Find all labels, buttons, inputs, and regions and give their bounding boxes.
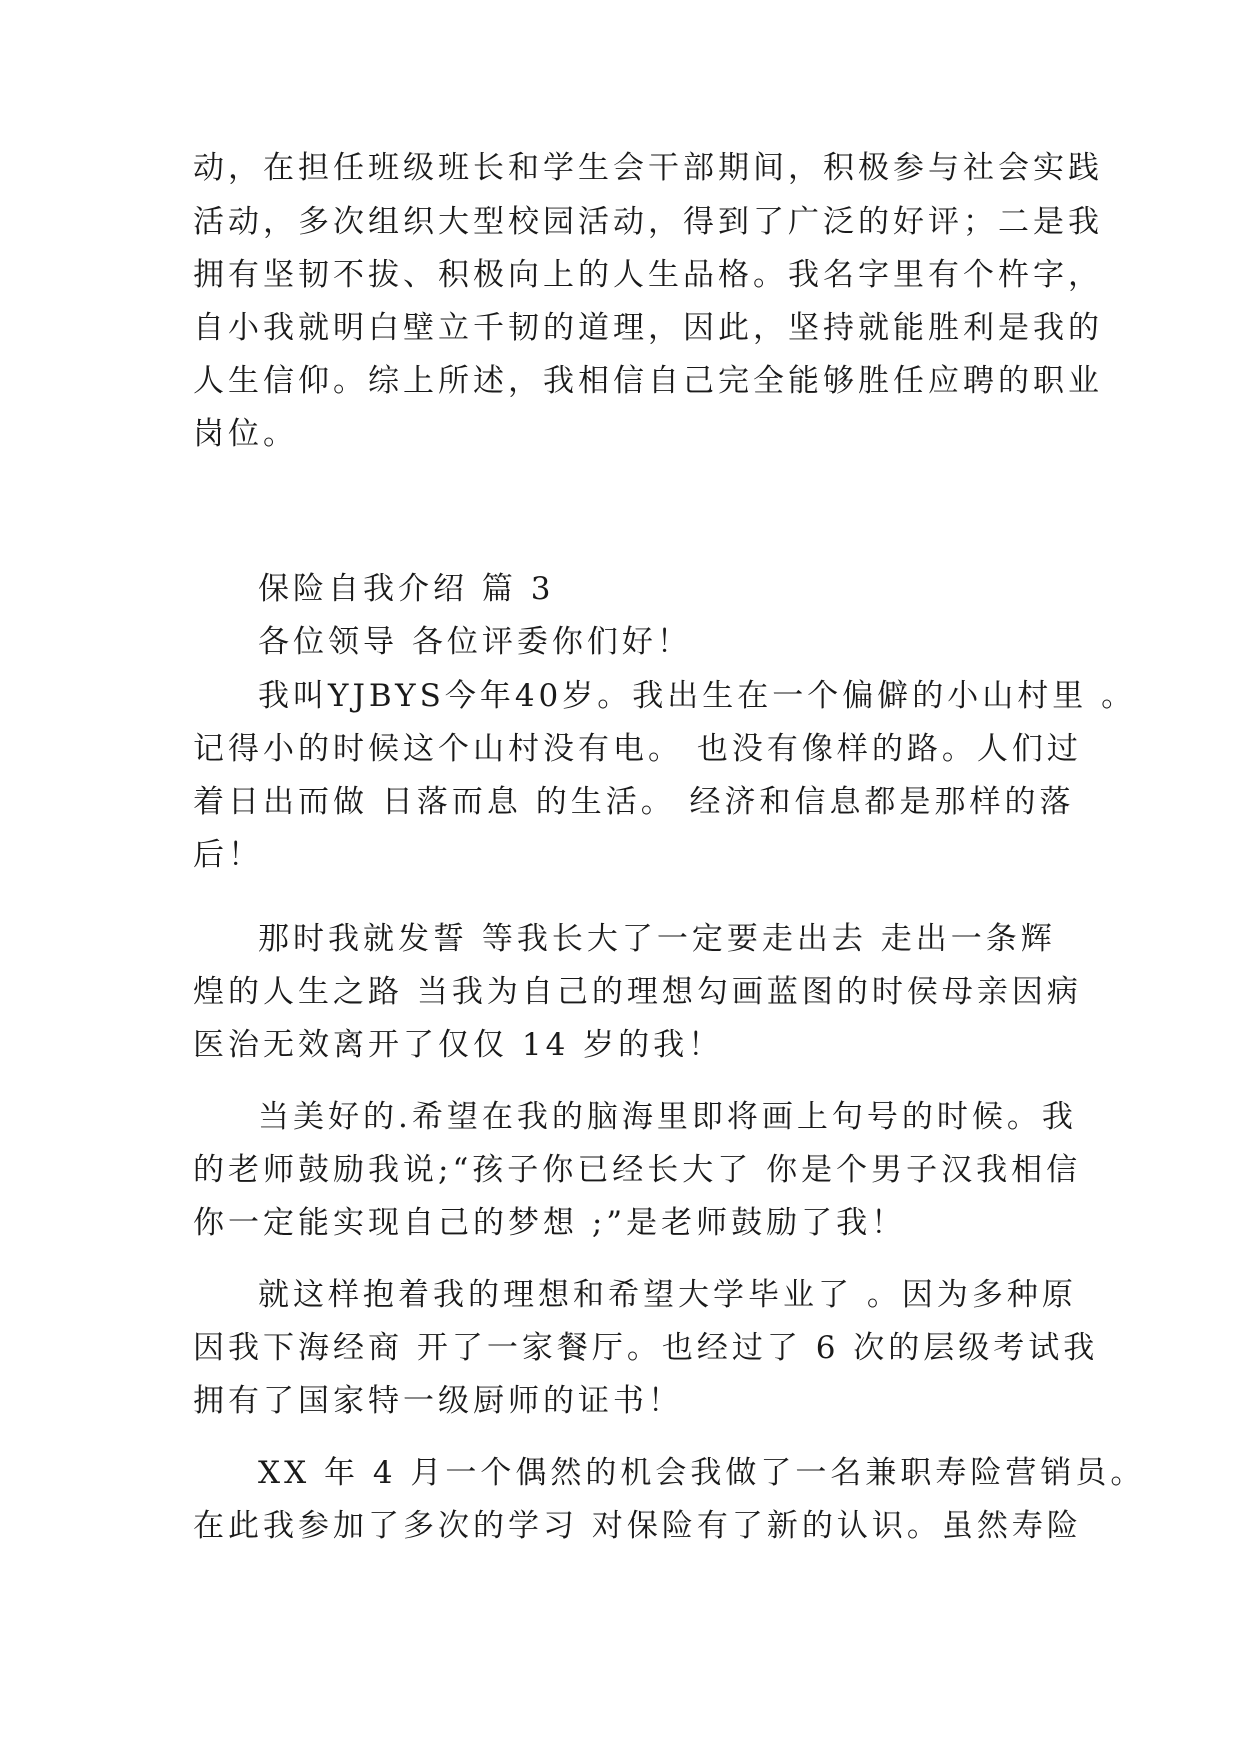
paragraph-line: 记得小的时候这个山村没有电。 也没有像样的路。人们过 <box>193 731 1082 767</box>
paragraph-line: 因我下海经商 开了一家餐厅。也经过了 6 次的层级考试我 <box>193 1330 1099 1366</box>
paragraph-line: 拥有了国家特一级厨师的证书！ <box>193 1383 683 1419</box>
paragraph-line: 活动，多次组织大型校园活动，得到了广泛的好评；二是我 <box>193 204 1103 240</box>
section-heading: 保险自我介绍 篇 3 <box>258 571 555 607</box>
paragraph-line: 的老师鼓励我说;“孩子你已经长大了 你是个男子汉我相信 <box>193 1152 1082 1188</box>
paragraph-line: 着日出而做 日落而息 的生活。 经济和信息都是那样的落 <box>193 784 1075 820</box>
paragraph-line: 自小我就明白壁立千韧的道理，因此，坚持就能胜利是我的 <box>193 310 1103 346</box>
paragraph-line: 动，在担任班级班长和学生会干部期间，积极参与社会实践 <box>193 150 1103 186</box>
paragraph-line: 煌的人生之路 当我为自己的理想勾画蓝图的时侯母亲因病 <box>193 974 1082 1010</box>
paragraph-line: 我叫YJBYS今年40岁。我出生在一个偏僻的小山村里 。 <box>258 678 1137 714</box>
paragraph-line: 在此我参加了多次的学习 对保险有了新的认识。虽然寿险 <box>193 1508 1082 1544</box>
paragraph-line: 后！ <box>193 837 263 873</box>
paragraph-line: 那时我就发誓 等我长大了一定要走出去 走出一条辉 <box>258 921 1056 957</box>
greeting-line: 各位领导 各位评委你们好！ <box>258 624 692 660</box>
paragraph-line: XX 年 4 月一个偶然的机会我做了一名兼职寿险营销员。 <box>258 1455 1146 1491</box>
paragraph-line: 当美好的.希望在我的脑海里即将画上句号的时候。我 <box>258 1099 1077 1135</box>
paragraph-line: 你一定能实现自己的梦想 ;”是老师鼓励了我！ <box>193 1205 907 1241</box>
paragraph-line: 岗位。 <box>193 416 298 452</box>
paragraph-line: 拥有坚韧不拔、积极向上的人生品格。我名字里有个杵字， <box>193 257 1103 293</box>
paragraph-line: 医治无效离开了仅仅 14 岁的我！ <box>193 1027 724 1063</box>
paragraph-line: 人生信仰。综上所述，我相信自己完全能够胜任应聘的职业 <box>193 363 1103 399</box>
paragraph-line: 就这样抱着我的理想和希望大学毕业了 。因为多种原 <box>258 1277 1077 1313</box>
